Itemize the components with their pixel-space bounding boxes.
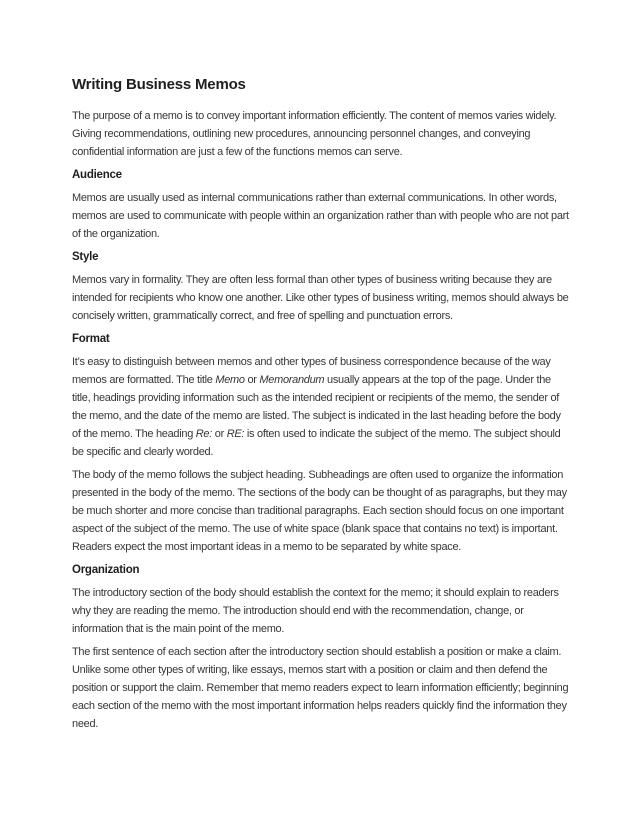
- italic-term-memorandum: Memorandum: [259, 374, 325, 386]
- format-run-3: usually appears at the top of the page. Under the title, headings providing information such as the intended recipient or recipients of the memo, the sender of the memo, and the date of the memo are listed. The subject is indicated in the last heading before the body of the memo. The heading: [72, 374, 561, 440]
- italic-term-memo: Memo: [215, 374, 245, 386]
- document-title: Writing Business Memos: [72, 76, 246, 93]
- format-run-1: It’s easy to distinguish between memos and other types of business correspondence because of the way memos are formatted. The title: [72, 356, 551, 386]
- italic-term-re-caps: RE:: [226, 428, 245, 440]
- format-run-5: is often used to indicate the subject of the memo. The subject should be specific and clearly worded.: [72, 428, 561, 458]
- format-run-4: or: [212, 428, 227, 440]
- heading-format: Format: [72, 333, 110, 345]
- style-paragraph: Memos vary in formality. They are often less formal than other types of business writing because they are intended for recipients who know one another. Like other types of business writing, memos should always be concisely written, grammatically correct, and free of spelling and punctuation errors.: [72, 274, 569, 322]
- intro-paragraph: The purpose of a memo is to convey important information efficiently. The content of memos varies widely. Giving recommendations, outlining new procedures, announcing personnel changes, and conveying confidential information are just a few of the functions memos can serve.: [72, 110, 557, 158]
- heading-style: Style: [72, 251, 99, 263]
- italic-term-re: Re:: [195, 428, 212, 440]
- format-run-2: or: [244, 374, 260, 386]
- heading-audience: Audience: [72, 169, 122, 181]
- audience-paragraph: Memos are usually used as internal communications rather than external communications. In other words, memos are used to communicate with people within an organization rather than with people who are not part of the organization.: [72, 192, 569, 240]
- organization-paragraph-2: The first sentence of each section after the introductory section should establish a position or make a claim. Unlike some other types of writing, like essays, memos start with a position or claim and then defend the position or support the claim. Remember that memo readers expect to learn information efficiently; beginning each section of the memo with the most important information helps readers quickly find the information they need.: [72, 646, 569, 730]
- format-paragraph-2: The body of the memo follows the subject heading. Subheadings are often used to organize the information presented in the body of the memo. The sections of the body can be thought of as paragraphs, but they may be much shorter and more concise than traditional paragraphs. Each section should focus on one important aspect of the subject of the memo. The use of white space (blank space that contains no text) is important. Readers expect the most important ideas in a memo to be separated by white space.: [72, 469, 567, 553]
- format-paragraph-1: [72, 353, 569, 461]
- heading-organization: Organization: [72, 564, 140, 576]
- organization-paragraph-1: The introductory section of the body should establish the context for the memo; it should explain to readers why they are reading the memo. The introduction should end with the recommendation, change, or information that is the main point of the memo.: [72, 587, 559, 635]
